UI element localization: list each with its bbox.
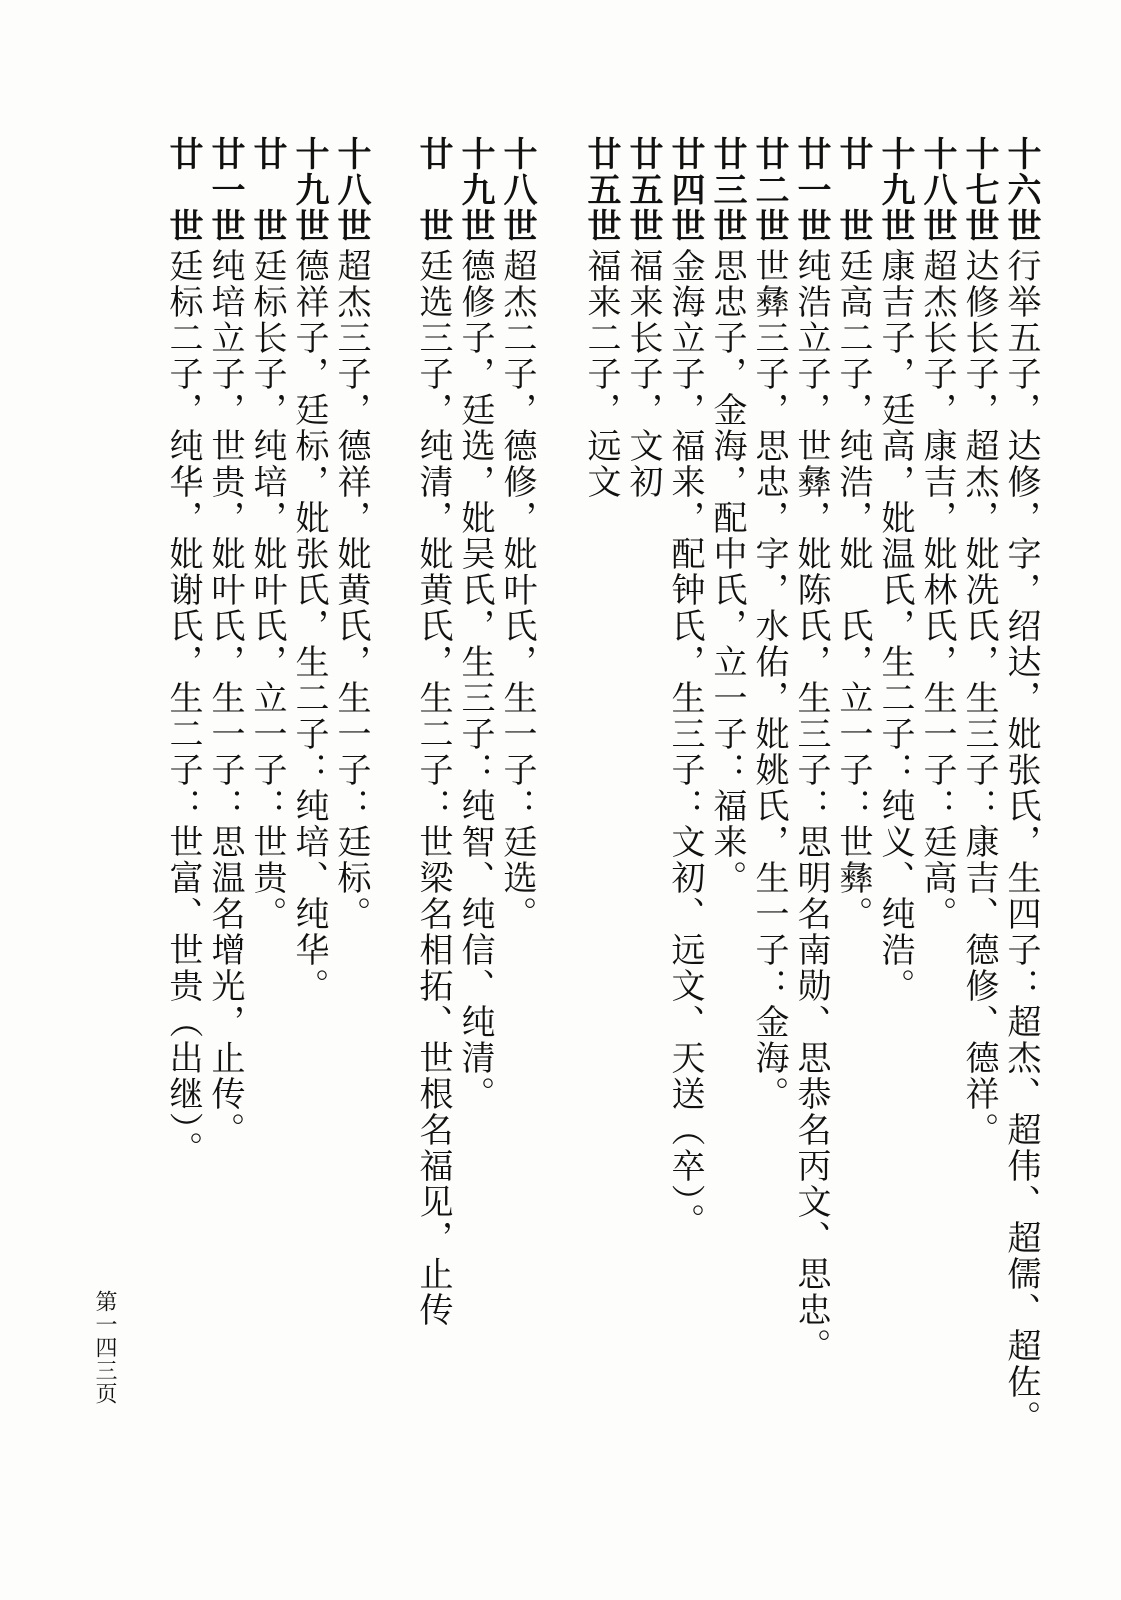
- genealogy-entry: [1002, 136, 1040, 1436]
- generation-label: 十七世: [959, 136, 999, 244]
- genealogy-entry: [624, 136, 662, 500]
- entry-text: 福来长子，文初: [623, 248, 663, 500]
- genealogy-entry: [164, 136, 202, 1167]
- genealogy-entry: [666, 136, 704, 1239]
- genealogy-entry: [834, 136, 872, 932]
- genealogy-entry: [792, 136, 830, 1364]
- genealogy-entry: [876, 136, 914, 1004]
- generation-label: 十八世: [917, 136, 957, 244]
- entry-text: 行举五子，达修，字，绍达，妣张氏，生四子：超杰、超伟、超儒、超佐。: [1001, 248, 1041, 1436]
- entry-text: 金海立子，福来，配钟氏，生三子：文初、远文、天送（卒）。: [665, 248, 705, 1239]
- page-number: 第一四三页: [92, 1290, 117, 1405]
- genealogy-entry: [206, 136, 244, 1148]
- entry-text: 德修子，廷选，妣吴氏，生三子：纯智、纯信、纯清。: [455, 248, 495, 1112]
- genealogy-entry: [750, 136, 788, 1112]
- entry-text: 德祥子，廷标，妣张氏，生二子：纯培、纯华。: [289, 248, 329, 1004]
- entry-text: 超杰长子，康吉，妣林氏，生一子：廷高。: [917, 248, 957, 932]
- generation-label: 廿 世: [413, 136, 453, 244]
- generation-label: 廿 世: [163, 136, 203, 244]
- generation-label: 廿一世: [205, 136, 245, 244]
- entry-text: 康吉子，廷高，妣温氏，生二子：纯义、纯浩。: [875, 248, 915, 1004]
- generation-label: 十八世: [497, 136, 537, 244]
- genealogy-entry: [414, 136, 452, 1328]
- entry-text: 廷标二子，纯华，妣谢氏，生二子：世富、世贵（出继）。: [163, 248, 203, 1167]
- entry-text: 世彝三子，思忠，字，水佑，妣姚氏，生一子：金海。: [749, 248, 789, 1112]
- generation-label: 廿 世: [247, 136, 287, 244]
- genealogy-entry: [918, 136, 956, 932]
- entry-text: 纯培立子，世贵，妣叶氏，生一子：思温名增光，止传。: [205, 248, 245, 1148]
- entry-text: 廷选三子，纯清，妣黄氏，生二子：世梁名相拓、世根名福见，止传: [413, 248, 453, 1328]
- entry-text: 超杰二子，德修，妣叶氏，生一子：廷选。: [497, 248, 537, 932]
- entry-text: 超杰三子，德祥，妣黄氏，生一子：廷标。: [331, 248, 371, 932]
- genealogy-entry: [960, 136, 998, 1148]
- generation-label: 廿五世: [623, 136, 663, 244]
- genealogy-entry: [498, 136, 536, 932]
- genealogy-entry: [708, 136, 746, 896]
- genealogy-entry: [248, 136, 286, 932]
- generation-label: 十九世: [289, 136, 329, 244]
- genealogy-entry: [332, 136, 370, 932]
- generation-label: 廿三世: [707, 136, 747, 244]
- genealogy-entry: [290, 136, 328, 1004]
- generation-label: 十九世: [875, 136, 915, 244]
- entry-text: 纯浩立子，世彝，妣陈氏，生三子：思明名南勋、思恭名丙文、思忠。: [791, 248, 831, 1364]
- genealogy-entry: [456, 136, 494, 1112]
- generation-label: 廿二世: [749, 136, 789, 244]
- generation-label: 廿五世: [581, 136, 621, 244]
- genealogy-entry: [582, 136, 620, 500]
- generation-label: 廿 世: [833, 136, 873, 244]
- generation-label: 十九世: [455, 136, 495, 244]
- entry-text: 思忠子，金海，配中氏，立一子：福来。: [707, 248, 747, 896]
- entry-text: 廷高二子，纯浩，妣 氏，立一子：世彝。: [833, 248, 873, 932]
- generation-label: 十八世: [331, 136, 371, 244]
- generation-label: 廿一世: [791, 136, 831, 244]
- generation-label: 廿四世: [665, 136, 705, 244]
- entry-text: 廷标长子，纯培，妣叶氏，立一子：世贵。: [247, 248, 287, 932]
- entry-text: 达修长子，超杰，妣冼氏，生三子：康吉、德修、德祥。: [959, 248, 999, 1148]
- entry-text: 福来二子，远文: [581, 248, 621, 500]
- generation-label: 十六世: [1001, 136, 1041, 244]
